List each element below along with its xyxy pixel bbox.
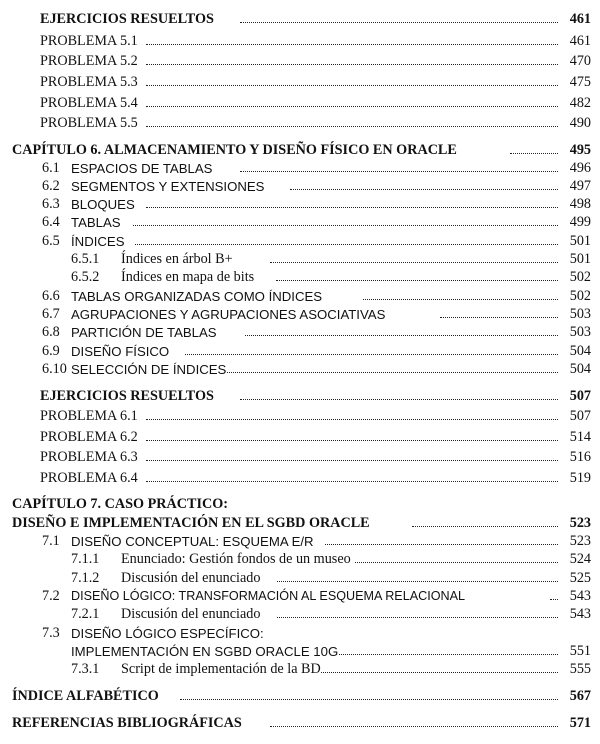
toc-page: 514 [569, 428, 591, 445]
toc-chapter-heading [0, 141, 600, 157]
toc-page: 543 [569, 587, 591, 604]
toc-page: 501 [569, 250, 591, 267]
toc-number: 6.5 [42, 232, 60, 249]
toc-page: 525 [569, 569, 591, 586]
toc-page: 503 [569, 323, 591, 340]
toc-entry [0, 268, 600, 284]
toc-entry [0, 159, 600, 175]
toc-page: 507 [569, 407, 591, 424]
toc-number: 7.1 [42, 532, 60, 549]
toc-entry [0, 469, 600, 485]
toc-title: TABLAS [71, 214, 121, 230]
toc-page: 504 [569, 360, 591, 377]
toc-page: 567 [569, 687, 591, 704]
toc-title: PARTICIÓN DE TABLAS [71, 324, 217, 340]
toc-title: PROBLEMA 5.4 [40, 94, 138, 111]
toc-title: PROBLEMA 5.2 [40, 52, 138, 69]
toc-page: 490 [569, 114, 591, 131]
toc-entry [0, 660, 600, 676]
toc-number: 6.5.1 [71, 250, 100, 267]
toc-entry [0, 52, 600, 68]
toc-title: SELECCIÓN DE ÍNDICES [71, 361, 227, 377]
toc-number: 6.3 [42, 195, 60, 212]
toc-title: PROBLEMA 5.3 [40, 73, 138, 90]
toc-title: DISEÑO CONCEPTUAL: ESQUEMA E/R [71, 533, 314, 549]
toc-number: 7.2 [42, 587, 60, 604]
toc-title: EJERCICIOS RESUELTOS [40, 10, 214, 27]
toc-title: SEGMENTOS Y EXTENSIONES [71, 178, 265, 194]
toc-page: 516 [569, 448, 591, 465]
toc-title: ESPACIOS DE TABLAS [71, 160, 213, 176]
toc-page: 507 [569, 387, 591, 404]
toc-title: PROBLEMA 6.4 [40, 469, 138, 486]
toc-number: 6.6 [42, 287, 60, 304]
toc-title: IMPLEMENTACIÓN EN SGBD ORACLE 10G [71, 643, 339, 659]
toc-entry [0, 94, 600, 110]
toc-page: 498 [569, 195, 591, 212]
toc-page: 502 [569, 268, 591, 285]
toc-entry [0, 642, 600, 658]
toc-page: 461 [569, 10, 591, 27]
toc-entry [0, 323, 600, 339]
toc-title: PROBLEMA 6.1 [40, 407, 138, 424]
toc-number: 6.8 [42, 323, 60, 340]
toc-page: 499 [569, 213, 591, 230]
toc-entry [0, 605, 600, 621]
toc-number: 6.2 [42, 177, 60, 194]
toc-title: Índices en mapa de bits [121, 268, 255, 285]
toc-page: 470 [569, 52, 591, 69]
toc-title: DISEÑO FÍSICO [71, 343, 170, 359]
toc-title: PROBLEMA 5.1 [40, 32, 138, 49]
toc-chapter-heading [0, 514, 600, 530]
toc-title: DISEÑO LÓGICO: TRANSFORMACIÓN AL ESQUEMA RELACIONAL [71, 589, 465, 604]
toc-entry [0, 550, 600, 566]
toc-page: 497 [569, 177, 591, 194]
toc-number: 6.1 [42, 159, 60, 176]
toc-title: CAPÍTULO 6. ALMACENAMIENTO Y DISEÑO FÍSICO EN ORACLE [12, 141, 457, 158]
toc-title: DISEÑO E IMPLEMENTACIÓN EN EL SGBD ORACLE [12, 514, 370, 531]
toc-page: 503 [569, 305, 591, 322]
toc-entry [0, 448, 600, 464]
toc-page: 501 [569, 232, 591, 249]
toc-entry [0, 387, 600, 403]
toc-page: 551 [569, 642, 591, 659]
toc-number: 6.7 [42, 305, 60, 322]
toc-page: 461 [569, 32, 591, 49]
toc-title: AGRUPACIONES Y AGRUPACIONES ASOCIATIVAS [71, 306, 386, 322]
toc-page: 496 [569, 159, 591, 176]
toc-page: 495 [569, 141, 591, 158]
toc-title: Índices en árbol B+ [121, 250, 233, 267]
toc-title: BLOQUES [71, 196, 135, 212]
toc-chapter-heading [0, 714, 600, 730]
toc-number: 6.10 [42, 360, 67, 377]
toc-entry [0, 114, 600, 130]
toc-title: Enunciado: Gestión fondos de un museo [121, 550, 351, 567]
toc-entry [0, 360, 600, 376]
toc-entry [0, 213, 600, 229]
toc-title: ÍNDICE ALFABÉTICO [12, 687, 159, 704]
toc-page: 543 [569, 605, 591, 622]
toc-chapter-heading [0, 687, 600, 703]
toc-entry [0, 342, 600, 358]
toc-title: DISEÑO LÓGICO ESPECÍFICO: [71, 625, 264, 641]
toc-number: 7.2.1 [71, 605, 100, 622]
toc-entry [0, 73, 600, 89]
toc-title: Discusión del enunciado [121, 569, 261, 586]
toc-number: 7.1.1 [71, 550, 100, 567]
toc-page: 523 [569, 532, 591, 549]
toc-entry [0, 428, 600, 444]
toc-title: CAPÍTULO 7. CASO PRÁCTICO: [12, 495, 228, 512]
toc-title: Script de implementación de la BD [121, 660, 321, 677]
toc-title: ÍNDICES [71, 233, 125, 249]
toc-number: 7.1.2 [71, 569, 100, 586]
toc-page: 504 [569, 342, 591, 359]
toc-entry [0, 587, 600, 603]
toc-page: 475 [569, 73, 591, 90]
toc-entry [0, 532, 600, 548]
toc-page: 555 [569, 660, 591, 677]
toc-page: 571 [569, 714, 591, 731]
toc-entry [0, 32, 600, 48]
toc-entry [0, 624, 600, 640]
toc-page: 502 [569, 287, 591, 304]
toc-title: Discusión del enunciado [121, 605, 261, 622]
toc-title: PROBLEMA 6.2 [40, 428, 138, 445]
toc-title: TABLAS ORGANIZADAS COMO ÍNDICES [71, 288, 323, 304]
toc-number: 7.3.1 [71, 660, 100, 677]
toc-entry [0, 232, 600, 248]
toc-title: EJERCICIOS RESUELTOS [40, 387, 214, 404]
toc-entry [0, 287, 600, 303]
toc-entry [0, 177, 600, 193]
toc-number: 6.5.2 [71, 268, 100, 285]
toc-title: REFERENCIAS BIBLIOGRÁFICAS [12, 714, 242, 731]
toc-number: 6.9 [42, 342, 60, 359]
toc-entry [0, 250, 600, 266]
toc-title: PROBLEMA 5.5 [40, 114, 138, 131]
toc-number: 7.3 [42, 624, 60, 641]
toc-title: PROBLEMA 6.3 [40, 448, 138, 465]
toc-page: 519 [569, 469, 591, 486]
toc-number: 6.4 [42, 213, 60, 230]
toc-entry [0, 10, 600, 26]
toc-chapter-heading [0, 495, 600, 511]
toc-entry [0, 569, 600, 585]
toc-entry [0, 305, 600, 321]
toc-entry [0, 407, 600, 423]
toc-page: 523 [569, 514, 591, 531]
toc-page: 524 [569, 550, 591, 567]
toc-entry [0, 195, 600, 211]
toc-page: 482 [569, 94, 591, 111]
